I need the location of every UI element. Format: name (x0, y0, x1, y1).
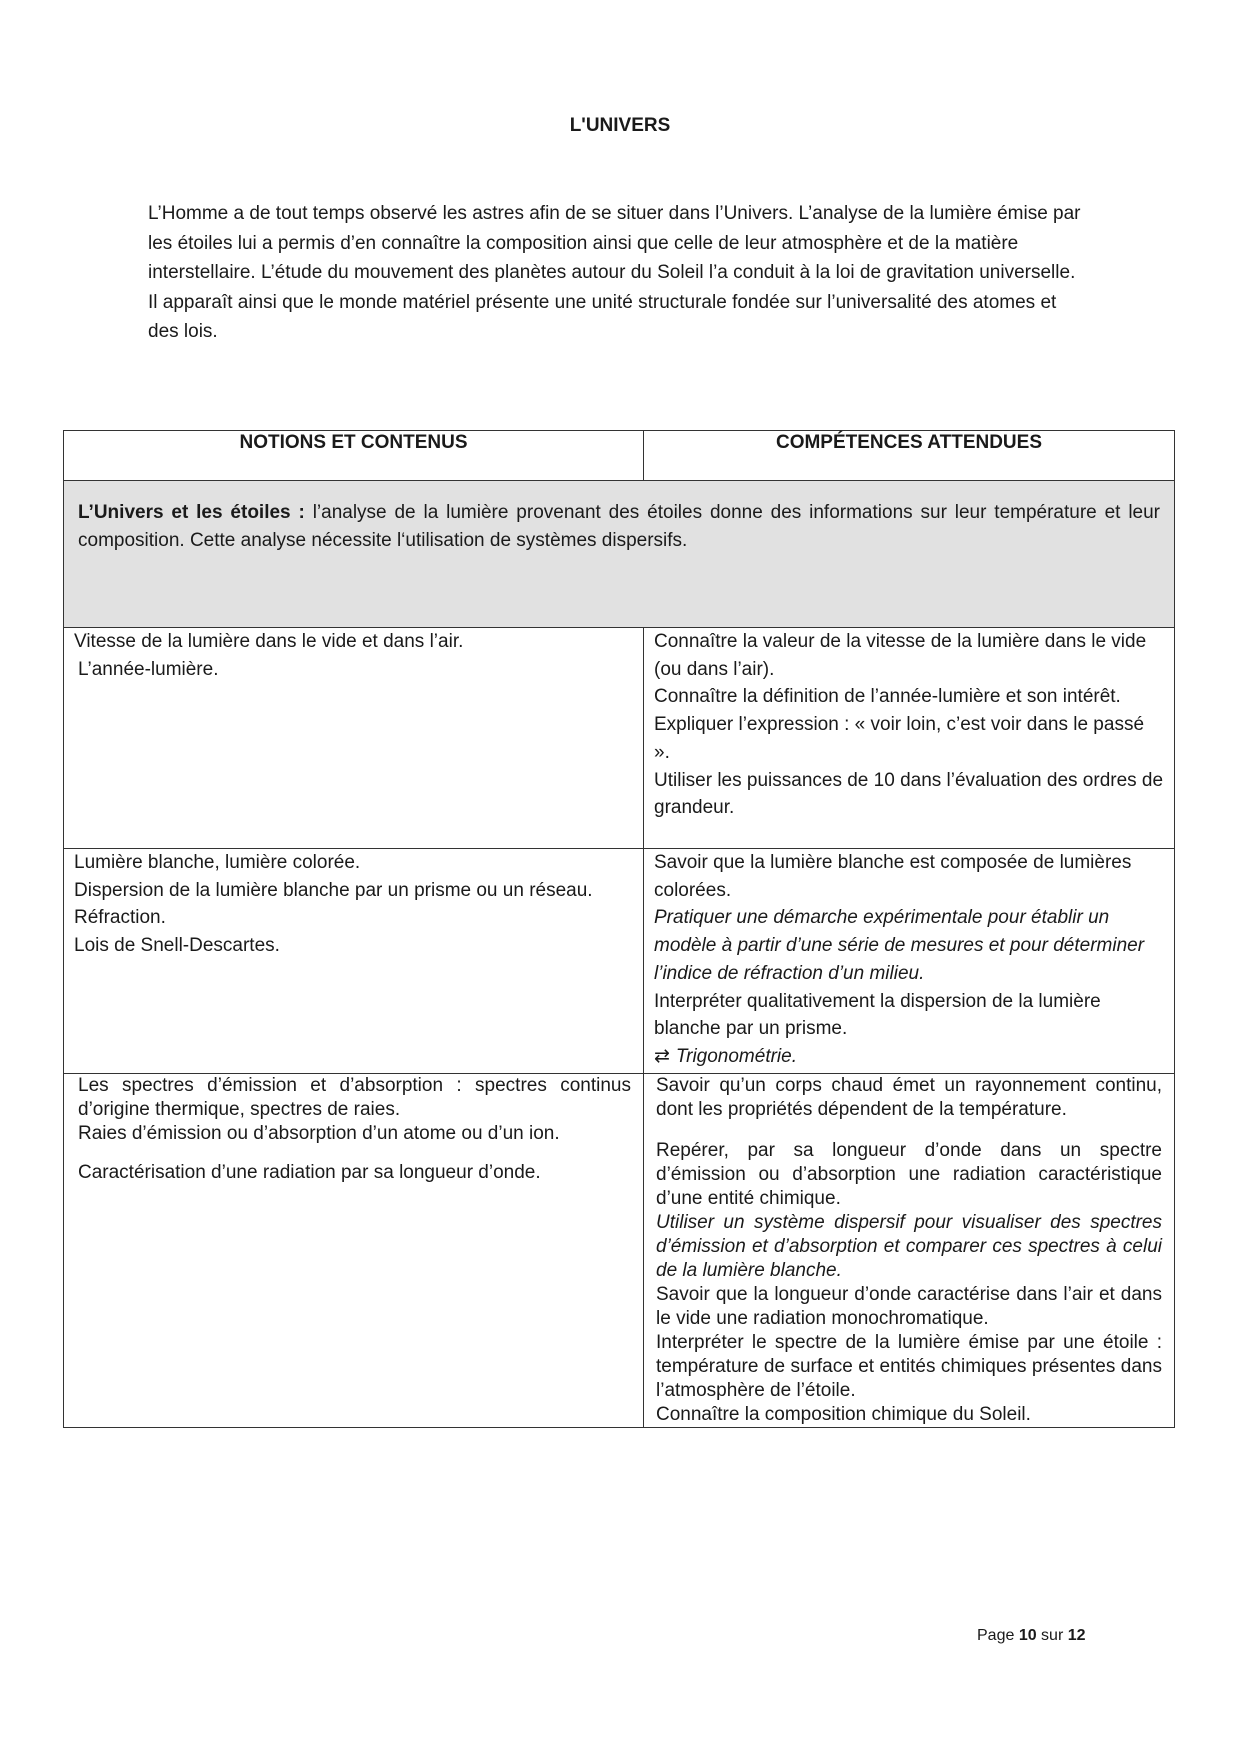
notion-item: Caractérisation d’une radiation par sa longueur d’onde. (78, 1162, 541, 1183)
page-total: 12 (1067, 1627, 1086, 1644)
competence-item: Repérer, par sa longueur d’onde dans un spectre d’émission ou d’absorption une radiation caractéristique d’une entité chimique. (656, 1140, 1162, 1209)
table-row (64, 628, 1175, 849)
table-row (64, 1074, 1175, 1428)
arrows-left-right-icon: ⇄ (654, 1045, 670, 1067)
notion-item: Vitesse de la lumière dans le vide et dans l’air. (74, 631, 464, 652)
notion-item: Lumière blanche, lumière colorée. (74, 852, 361, 873)
section-lead: L’Univers et les étoiles : (78, 502, 305, 523)
header-competences: COMPÉTENCES ATTENDUES (644, 431, 1175, 481)
competence-item: Utiliser les puissances de 10 dans l’évaluation des ordres de grandeur. (654, 769, 1164, 819)
competence-item: Connaître la valeur de la vitesse de la lumière dans le vide (ou dans l’air). (654, 631, 1147, 680)
notion-item: Raies d’émission ou d’absorption d’un atome ou d’un ion. (78, 1123, 560, 1144)
competence-item: Connaître la définition de l’année-lumière et son intérêt. (654, 686, 1121, 708)
competences-cell (644, 628, 1175, 849)
competences-cell (644, 849, 1175, 1074)
notion-item: L’année-lumière. (78, 658, 219, 680)
intro-text (148, 199, 1088, 347)
competence-item: Interpréter le spectre de la lumière émise par une étoile : température de surface et entités chimiques présentes dans l’atmosphère de l’étoile. (656, 1332, 1162, 1401)
competence-item: Interpréter qualitativement la dispersion de la lumière blanche par un prisme. (654, 990, 1101, 1040)
page-title: L'UNIVERS (569, 115, 671, 136)
notion-item: Dispersion de la lumière blanche par un prisme ou un réseau. (74, 879, 593, 901)
competence-item: Utiliser un système dispersif pour visualiser des spectres d’émission et d’absorption et comparer ces spectres à celui de la lumière blanche. (656, 1212, 1162, 1281)
competences-cell (644, 1074, 1175, 1428)
competence-item: Savoir qu’un corps chaud émet un rayonnement continu, dont les propriétés dépendent de la température. (656, 1075, 1162, 1120)
page-number (977, 1627, 1086, 1645)
section-description (64, 481, 1175, 628)
notion-item: Réfraction. (74, 907, 166, 929)
competence-item: Connaître la composition chimique du Soleil. (656, 1404, 1031, 1425)
crossref-label: Trigonométrie. (675, 1045, 798, 1067)
competence-item: Savoir que la longueur d’onde caractérise dans l’air et dans le vide une radiation monochromatique. (656, 1284, 1162, 1329)
notions-cell (64, 1074, 644, 1428)
competence-item: Expliquer l’expression : « voir loin, c’est voir dans le passé ». (654, 714, 1145, 763)
page-prefix: Page (977, 1627, 1019, 1644)
program-table (63, 430, 1175, 1428)
table-row (64, 849, 1175, 1074)
intro-paragraph-2: Il apparaît ainsi que le monde matériel présente une unité structurale fondée sur l’universalité des atomes et des lois. (148, 291, 1057, 342)
header-notions: NOTIONS ET CONTENUS (64, 431, 644, 481)
section-row (64, 481, 1175, 628)
table-header-row (64, 431, 1175, 481)
page-middle: sur (1036, 1627, 1068, 1644)
notions-cell (64, 628, 644, 849)
page-current: 10 (1018, 1627, 1037, 1644)
notion-item: Les spectres d’émission et d’absorption : spectres continus d’origine thermique, spectres de raies. (78, 1075, 631, 1120)
crossref-item (654, 1043, 1164, 1071)
notions-cell (64, 849, 644, 1074)
intro-paragraph-1: L’Homme a de tout temps observé les astres afin de se situer dans l’Univers. L’analyse de la lumière émise par les étoiles lui a permis d’en connaître la composition ainsi que celle de leur atmosphère et de la matière interstellaire. L’étude du mouvement des planètes autour du Soleil l’a conduit à la loi de gravitation universelle. (148, 203, 1081, 283)
notion-item: Lois de Snell-Descartes. (74, 935, 280, 957)
section-text: l’analyse de la lumière provenant des étoiles donne des informations sur leur température et leur composition. Cette analyse nécessite l‘utilisation de systèmes dispersifs. (78, 502, 1160, 551)
competence-item: Pratiquer une démarche expérimentale pour établir un modèle à partir d’une série de mesures et pour déterminer l’indice de réfraction d’un milieu. (654, 907, 1145, 984)
competence-item: Savoir que la lumière blanche est composée de lumières colorées. (654, 852, 1132, 901)
